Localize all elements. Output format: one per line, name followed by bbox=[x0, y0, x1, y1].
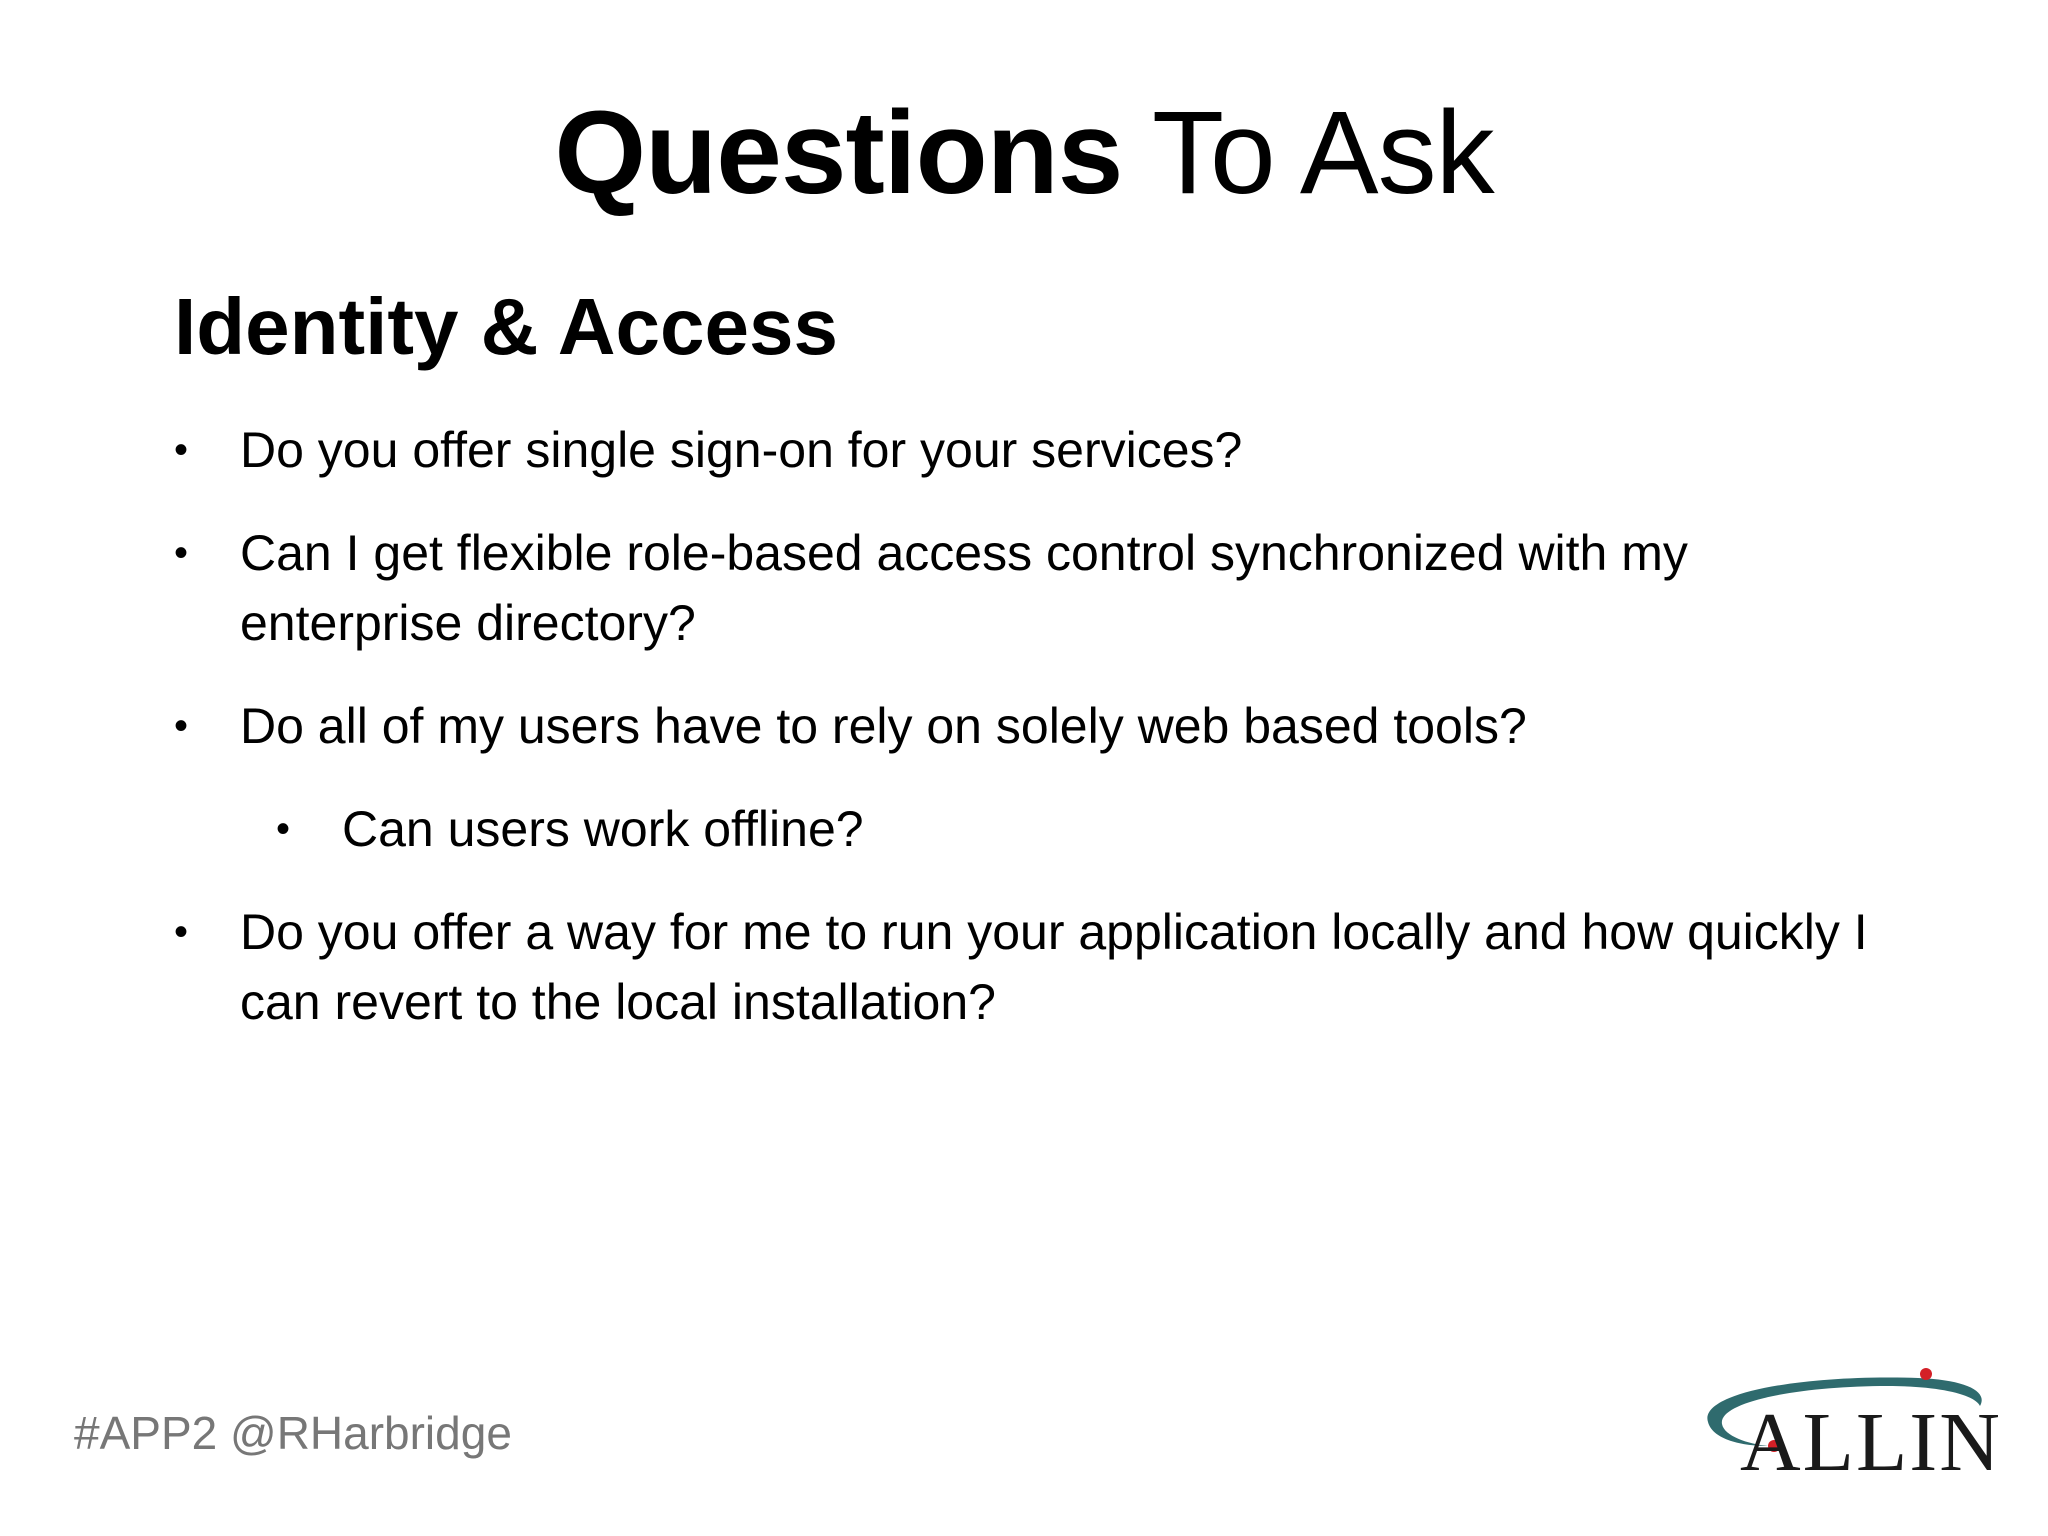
bullet-dot: • bbox=[174, 910, 189, 954]
bullet-item bbox=[174, 691, 1874, 761]
bullet-dot: • bbox=[174, 428, 189, 472]
bullet-text: Do all of my users have to rely on solely web based tools? bbox=[240, 698, 1527, 754]
sub-bullet-item bbox=[174, 794, 1874, 864]
bullet-text: Do you offer single sign-on for your services? bbox=[240, 422, 1243, 478]
slide-title bbox=[0, 88, 2048, 218]
allin-logo bbox=[1688, 1362, 2008, 1482]
bullet-dot: • bbox=[174, 531, 189, 575]
bullet-text: Do you offer a way for me to run your application locally and how quickly I can revert to the local installation? bbox=[240, 904, 1868, 1030]
logo-wordmark: ALLIN bbox=[1740, 1396, 2002, 1482]
bullet-text: Can I get flexible role-based access control synchronized with my enterprise directory? bbox=[240, 525, 1688, 651]
title-bold-part: Questions bbox=[554, 87, 1123, 219]
bullet-item bbox=[174, 897, 1874, 1037]
logo-dot-top bbox=[1920, 1368, 1932, 1380]
title-rest-part: To Ask bbox=[1122, 87, 1494, 219]
bullet-item bbox=[174, 518, 1874, 658]
bullet-dot: • bbox=[174, 704, 189, 748]
bullet-text: Can users work offline? bbox=[342, 801, 864, 857]
bullet-list bbox=[174, 415, 1874, 1070]
bullet-dot: • bbox=[276, 807, 291, 851]
footer-hashtag-handle: #APP2 @RHarbridge bbox=[74, 1407, 512, 1459]
bullet-item bbox=[174, 415, 1874, 485]
section-heading: Identity & Access bbox=[174, 282, 838, 371]
